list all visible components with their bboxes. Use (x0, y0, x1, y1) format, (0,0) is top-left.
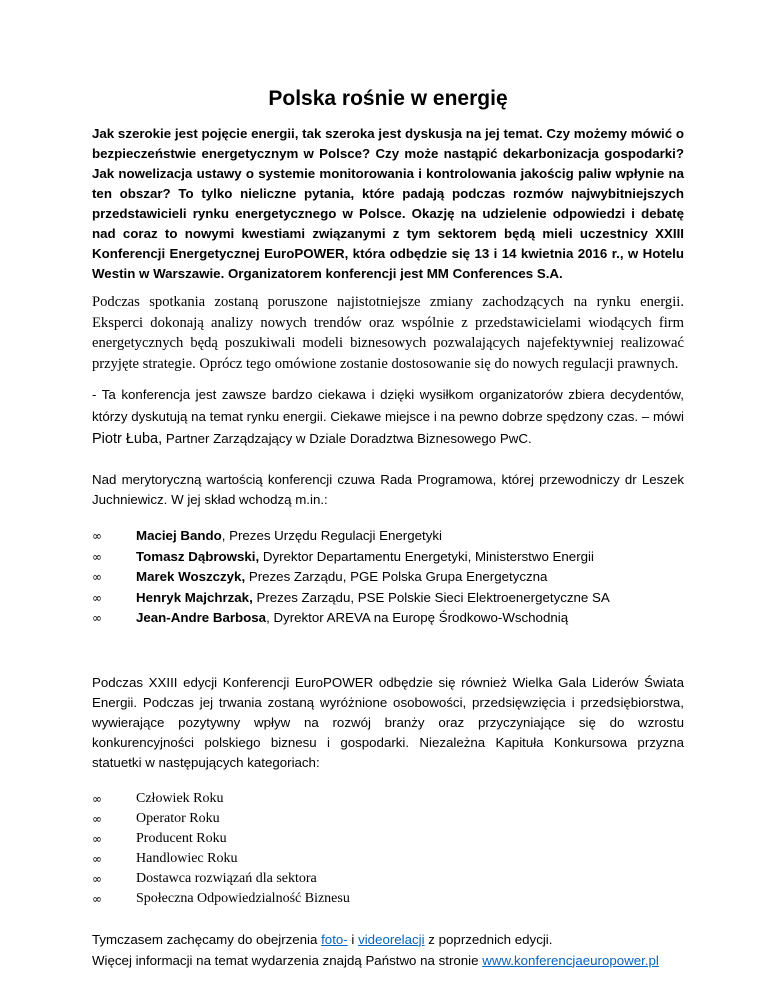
gala-paragraph: Podczas XXIII edycji Konferencji EuroPOWER odbędzie się również Wielka Gala Liderów Świata Energii. Podczas jej trwania zostaną wyróżnione osobowości, przedsięwzięcia i przedsiębiorstwa, wywierające pozytywny wpływ na rozwój branży oraz przyczyniające się do wzrostu konkurencyjności polskiego biznesu i gospodarki. Niezależna Kapituła Konkursowa przyzna statuetki w następujących kategoriach: (92, 674, 684, 770)
page-title: Polska rośnie w energię (268, 87, 508, 110)
bullet-icon: ∞ (92, 611, 102, 625)
website-link[interactable]: www.konferencjaeuropower.pl (482, 952, 659, 968)
bullet-icon: ∞ (92, 831, 102, 846)
council-list (92, 526, 684, 629)
bullet-icon: ∞ (92, 891, 102, 906)
quote-author: Piotr Łuba, (92, 431, 163, 447)
council-intro: Nad merytoryczną wartością konferencji czuwa Rada Programowa, której przewodniczy dr Leszek Juchniewicz. W jej skład wchodzą m.in.: (92, 472, 684, 507)
bullet-icon: ∞ (92, 549, 102, 564)
member-name: Marek Woszczyk, (136, 569, 246, 584)
photo-link[interactable]: foto- (321, 931, 348, 947)
council-member (92, 608, 684, 629)
footer-text: Więcej informacji na temat wydarzenia znajdą Państwo na stronie (92, 952, 483, 968)
bullet-icon: ∞ (92, 590, 102, 605)
categories-list (92, 789, 684, 909)
bullet-icon: ∞ (92, 529, 102, 543)
member-name: Maciej Bando (136, 528, 222, 543)
footer-text: Tymczasem zachęcamy do obejrzenia (92, 931, 322, 947)
category-label: Handlowiec Roku (136, 850, 238, 866)
category-label: Dostawca rozwiązań dla sektora (136, 870, 317, 886)
quote-paragraph (92, 384, 684, 450)
footer-text: i (347, 931, 359, 947)
category-label: Operator Roku (136, 810, 220, 826)
member-name: Tomasz Dąbrowski, (136, 548, 260, 564)
bullet-icon: ∞ (92, 570, 102, 584)
member-desc: , Dyrektor AREVA na Europę Środkowo-Wschodnią (266, 610, 569, 625)
member-name: Jean-Andre Barbosa (136, 610, 267, 625)
category-item (92, 789, 684, 809)
quote-text: - Ta konferencja jest zawsze bardzo ciekawa i dzięki wysiłkom organizatorów zbiera decydentów, którzy dyskutują na temat rynku energii. Ciekawe miejsce i na pewno dobrze spędzony czas. – mówi (92, 387, 684, 424)
category-item (92, 849, 684, 869)
council-member (92, 526, 684, 547)
category-item (92, 829, 684, 849)
bullet-icon: ∞ (92, 871, 102, 886)
bullet-icon: ∞ (92, 811, 102, 826)
footer-text: z poprzednich edycji. (424, 931, 553, 947)
category-item (92, 889, 684, 909)
lead-paragraph: Jak szerokie jest pojęcie energii, tak szeroka jest dyskusja na jej temat. Czy możemy mówić o bezpieczeństwie energetycznym w Polsce? Czy może nastąpić dekarbonizacja gospodarki? Jak nowelizacja ustawy o systemie monitorowania i kontrolowania jakościg paliw wpłynie na ten obszar? To tylko nieliczne pytania, które padają podczas rozmów najwybitniejszych przedstawicieli rynku energetycznego w Polsce. Okazję na udzielenie odpowiedzi i debatę nad coraz to nowymi kwestiami związanymi z tym sektorem będą mieli uczestnicy XXIII Konferencji Energetycznej EuroPOWER, która odbędzie się 13 i 14 kwietnia 2016 r., w Hotelu Westin w Warszawie. Organizatorem konferencji jest MM Conferences S.A. (92, 126, 684, 281)
member-desc: Prezes Zarządu, PSE Polskie Sieci Elektroenergetyczne SA (252, 589, 610, 605)
category-item (92, 869, 684, 889)
member-desc: , Prezes Urzędu Regulacji Energetyki (221, 528, 442, 543)
member-desc: Prezes Zarządu, PGE Polska Grupa Energetyczna (245, 569, 548, 584)
member-desc: Dyrektor Departamentu Energetyki, Ministerstwo Energii (259, 548, 594, 564)
video-link[interactable]: videorelacji (358, 931, 425, 947)
category-label: Człowiek Roku (136, 790, 224, 806)
council-member (92, 547, 684, 568)
bullet-icon: ∞ (92, 851, 102, 866)
footer-paragraph (92, 929, 684, 971)
intro-paragraph: Podczas spotkania zostaną poruszone najistotniejsze zmiany zachodzących na rynku energii. Eksperci dokonają analizy nowych trendów oraz wspólnie z przedstawicielami wiodących firm energetycznych będą poszukiwali modeli biznesowych pozwalających najefektywniej realizować przyjęte strategie. Oprócz tego omówione zostanie dostosowanie się do nowych regulacji prawnych. (92, 294, 684, 372)
bullet-icon: ∞ (92, 791, 102, 806)
category-item (92, 809, 684, 829)
council-member (92, 567, 684, 588)
category-label: Społeczna Odpowiedzialność Biznesu (136, 890, 350, 906)
quote-author-role: Partner Zarządzający w Dziale Doradztwa Biznesowego PwC. (165, 431, 532, 446)
council-member (92, 588, 684, 609)
member-name: Henryk Majchrzak, (136, 589, 253, 605)
category-label: Producent Roku (136, 830, 227, 846)
